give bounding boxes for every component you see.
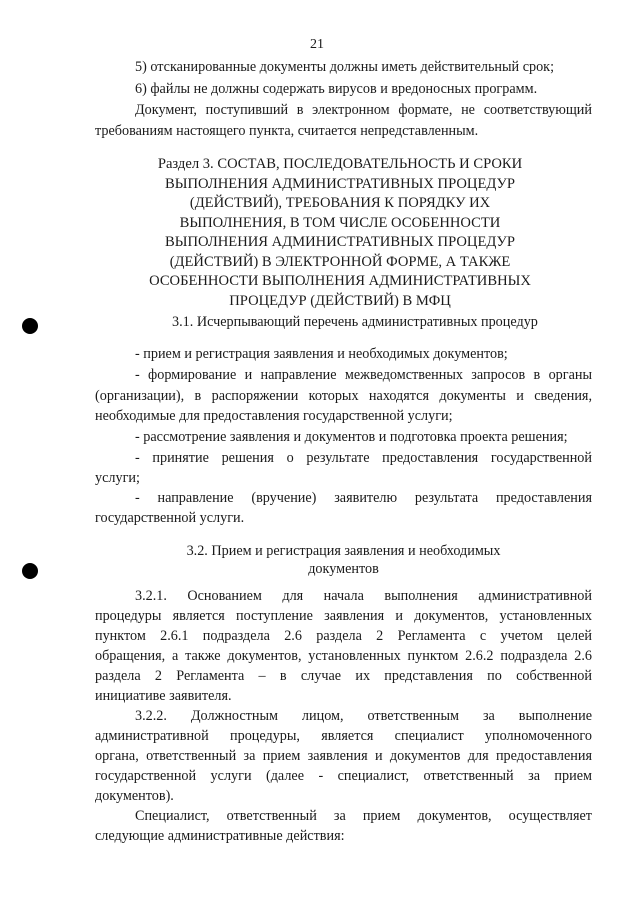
paragraph-line: следующие административные действия: xyxy=(95,828,345,844)
list-item: - направление (вручение) заявителю результата предоставления xyxy=(135,490,592,506)
paragraph-line: документов). xyxy=(95,788,174,804)
paragraph-line: 3.2.1. Основанием для начала выполнения административной xyxy=(135,588,592,604)
section-heading xyxy=(120,155,560,311)
heading-line: Раздел 3. СОСТАВ, ПОСЛЕДОВАТЕЛЬНОСТЬ И СРОКИ xyxy=(157,156,523,172)
paragraph-line: инициативе заявителя. xyxy=(95,688,232,704)
subsection-heading: 3.2. Прием и регистрация заявления и необходимых xyxy=(186,543,501,559)
list-item: услуги; xyxy=(95,470,140,486)
paragraph-line: Документ, поступивший в электронном формате, не соответствующий xyxy=(135,102,592,118)
paragraph-line: пунктом 2.6.1 подраздела 2.6 раздела 2 Регламента с учетом целей xyxy=(95,628,592,644)
heading-line: ПРОЦЕДУР (ДЕЙСТВИЙ) В МФЦ xyxy=(229,292,451,309)
subsection-heading: документов xyxy=(308,561,379,577)
list-item: необходимые для предоставления государственной услуги; xyxy=(95,408,453,424)
list-item: (организации), в распоряжении которых находятся документы и сведения, xyxy=(95,388,592,404)
paragraph-line: административной процедуры, является специалист уполномоченного xyxy=(95,728,592,744)
subsection-heading: 3.1. Исчерпывающий перечень административных процедур xyxy=(172,314,538,330)
list-item: - принятие решения о результате предоставления государственной xyxy=(135,450,592,466)
paragraph-line: раздела 2 Регламента – в случае их представления по собственной xyxy=(95,668,592,684)
heading-line: ВЫПОЛНЕНИЯ АДМИНИСТРАТИВНЫХ ПРОЦЕДУР xyxy=(165,234,515,250)
list-item: - прием и регистрация заявления и необходимых документов; xyxy=(135,346,508,362)
list-item: государственной услуги. xyxy=(95,510,245,526)
heading-line: (ДЕЙСТВИЙ), ТРЕБОВАНИЯ К ПОРЯДКУ ИХ xyxy=(189,195,491,211)
punch-hole-mark xyxy=(22,318,38,334)
paragraph-line: обращения, а также документов, установленных пунктом 2.6.2 подраздела 2.6 xyxy=(95,648,592,664)
list-item: - формирование и направление межведомственных запросов в органы xyxy=(135,367,592,383)
paragraph-line: Специалист, ответственный за прием документов, осуществляет xyxy=(135,808,592,824)
list-item: - рассмотрение заявления и документов и подготовка проекта решения; xyxy=(135,429,568,445)
paragraph-line: 3.2.2. Должностным лицом, ответственным за выполнение xyxy=(135,708,592,724)
heading-line: ОСОБЕННОСТИ ВЫПОЛНЕНИЯ АДМИНИСТРАТИВНЫХ xyxy=(149,273,531,289)
heading-line: (ДЕЙСТВИЙ) В ЭЛЕКТРОННОЙ ФОРМЕ, А ТАКЖЕ xyxy=(169,253,511,270)
paragraph-line: органа, ответственный за прием заявления и документов для предоставления xyxy=(95,748,592,764)
heading-line: ВЫПОЛНЕНИЯ АДМИНИСТРАТИВНЫХ ПРОЦЕДУР xyxy=(165,175,515,192)
list-item: 6) файлы не должны содержать вирусов и вредоносных программ. xyxy=(135,81,538,97)
list-item: 5) отсканированные документы должны иметь действительный срок; xyxy=(135,59,555,75)
paragraph-line: процедуры является поступление заявления и документов, установленных xyxy=(95,608,592,624)
page-number: 21 xyxy=(310,37,324,52)
heading-line: ВЫПОЛНЕНИЯ, В ТОМ ЧИСЛЕ ОСОБЕННОСТИ xyxy=(179,214,501,231)
paragraph-line: государственной услуги (далее - специалист, ответственный за прием xyxy=(95,768,592,784)
punch-hole-mark xyxy=(22,563,38,579)
paragraph-line: требованиям настоящего пункта, считается непредставленным. xyxy=(95,123,479,139)
